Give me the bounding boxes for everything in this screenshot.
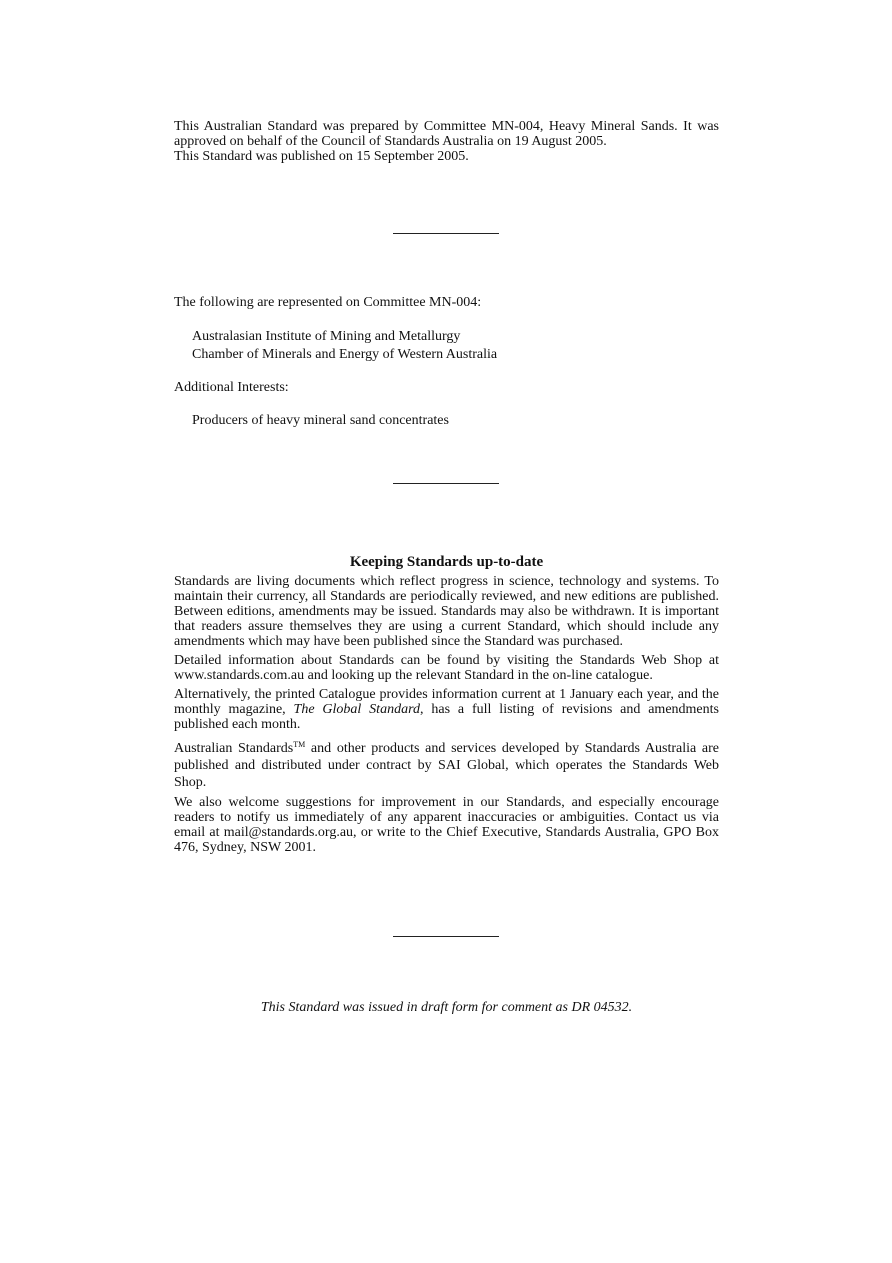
section-divider	[393, 233, 499, 234]
publication-date-statement: This Standard was published on 15 September 2005.	[174, 149, 469, 164]
section-divider	[393, 936, 499, 937]
additional-interests-label: Additional Interests:	[174, 380, 289, 395]
section-heading: Keeping Standards up-to-date	[349, 554, 544, 570]
paragraph-web-shop: Detailed information about Standards can be found by visiting the Standards Web Shop at www.standards.com.au and looking up the relevant Standard in the on-line catalogue.	[174, 653, 719, 683]
draft-note: This Standard was issued in draft form for comment as DR 04532.	[260, 1000, 633, 1015]
committee-intro: The following are represented on Committee MN-004:	[174, 295, 482, 310]
text-segment: Australian Standards	[174, 741, 294, 756]
magazine-title: The Global Standard	[293, 702, 420, 717]
additional-interest-item: Producers of heavy mineral sand concentrates	[192, 413, 449, 428]
committee-section	[174, 295, 719, 428]
approval-statement: This Australian Standard was prepared by Committee MN-004, Heavy Mineral Sands. It was approved on behalf of the Council of Standards Australia on 19 August 2005.	[174, 119, 719, 149]
trademark-mark: TM	[293, 740, 306, 749]
text-segment: Alternatively, the printed Catalogue provides information current at 1 January each year, and the monthly magazine,	[174, 687, 719, 717]
committee-member: Chamber of Minerals and Energy of Western Australia	[192, 347, 498, 362]
paragraph-catalogue	[174, 687, 719, 732]
section-divider	[393, 483, 499, 484]
committee-member: Australasian Institute of Mining and Metallurgy	[192, 329, 461, 344]
paragraph-living-documents: Standards are living documents which reflect progress in science, technology and systems. To maintain their currency, all Standards are periodically reviewed, and new editions are published. Between editions, amendments may be issued. Standards may also be withdrawn. It is important that readers assure themselves they are using a current Standard, which should include any amendments which may have been published since the Standard was purchased.	[174, 574, 719, 649]
paragraph-feedback: We also welcome suggestions for improvement in our Standards, and especially encourage readers to notify us immediately of any apparent inaccuracies or ambiguities. Contact us via email at mail@standards.org.au, or write to the Chief Executive, Standards Australia, GPO Box 476, Sydney, NSW 2001.	[174, 795, 719, 855]
paragraph-sai-global	[174, 736, 719, 791]
text-segment: , has a full listing of revisions and amendments published each month.	[174, 702, 719, 732]
approval-section	[174, 119, 719, 164]
text-segment: and other products and services developed by Standards Australia are published and distributed under contract by SAI Global, which operates the Standards Web Shop.	[174, 741, 720, 790]
keeping-standards-section	[174, 574, 719, 855]
